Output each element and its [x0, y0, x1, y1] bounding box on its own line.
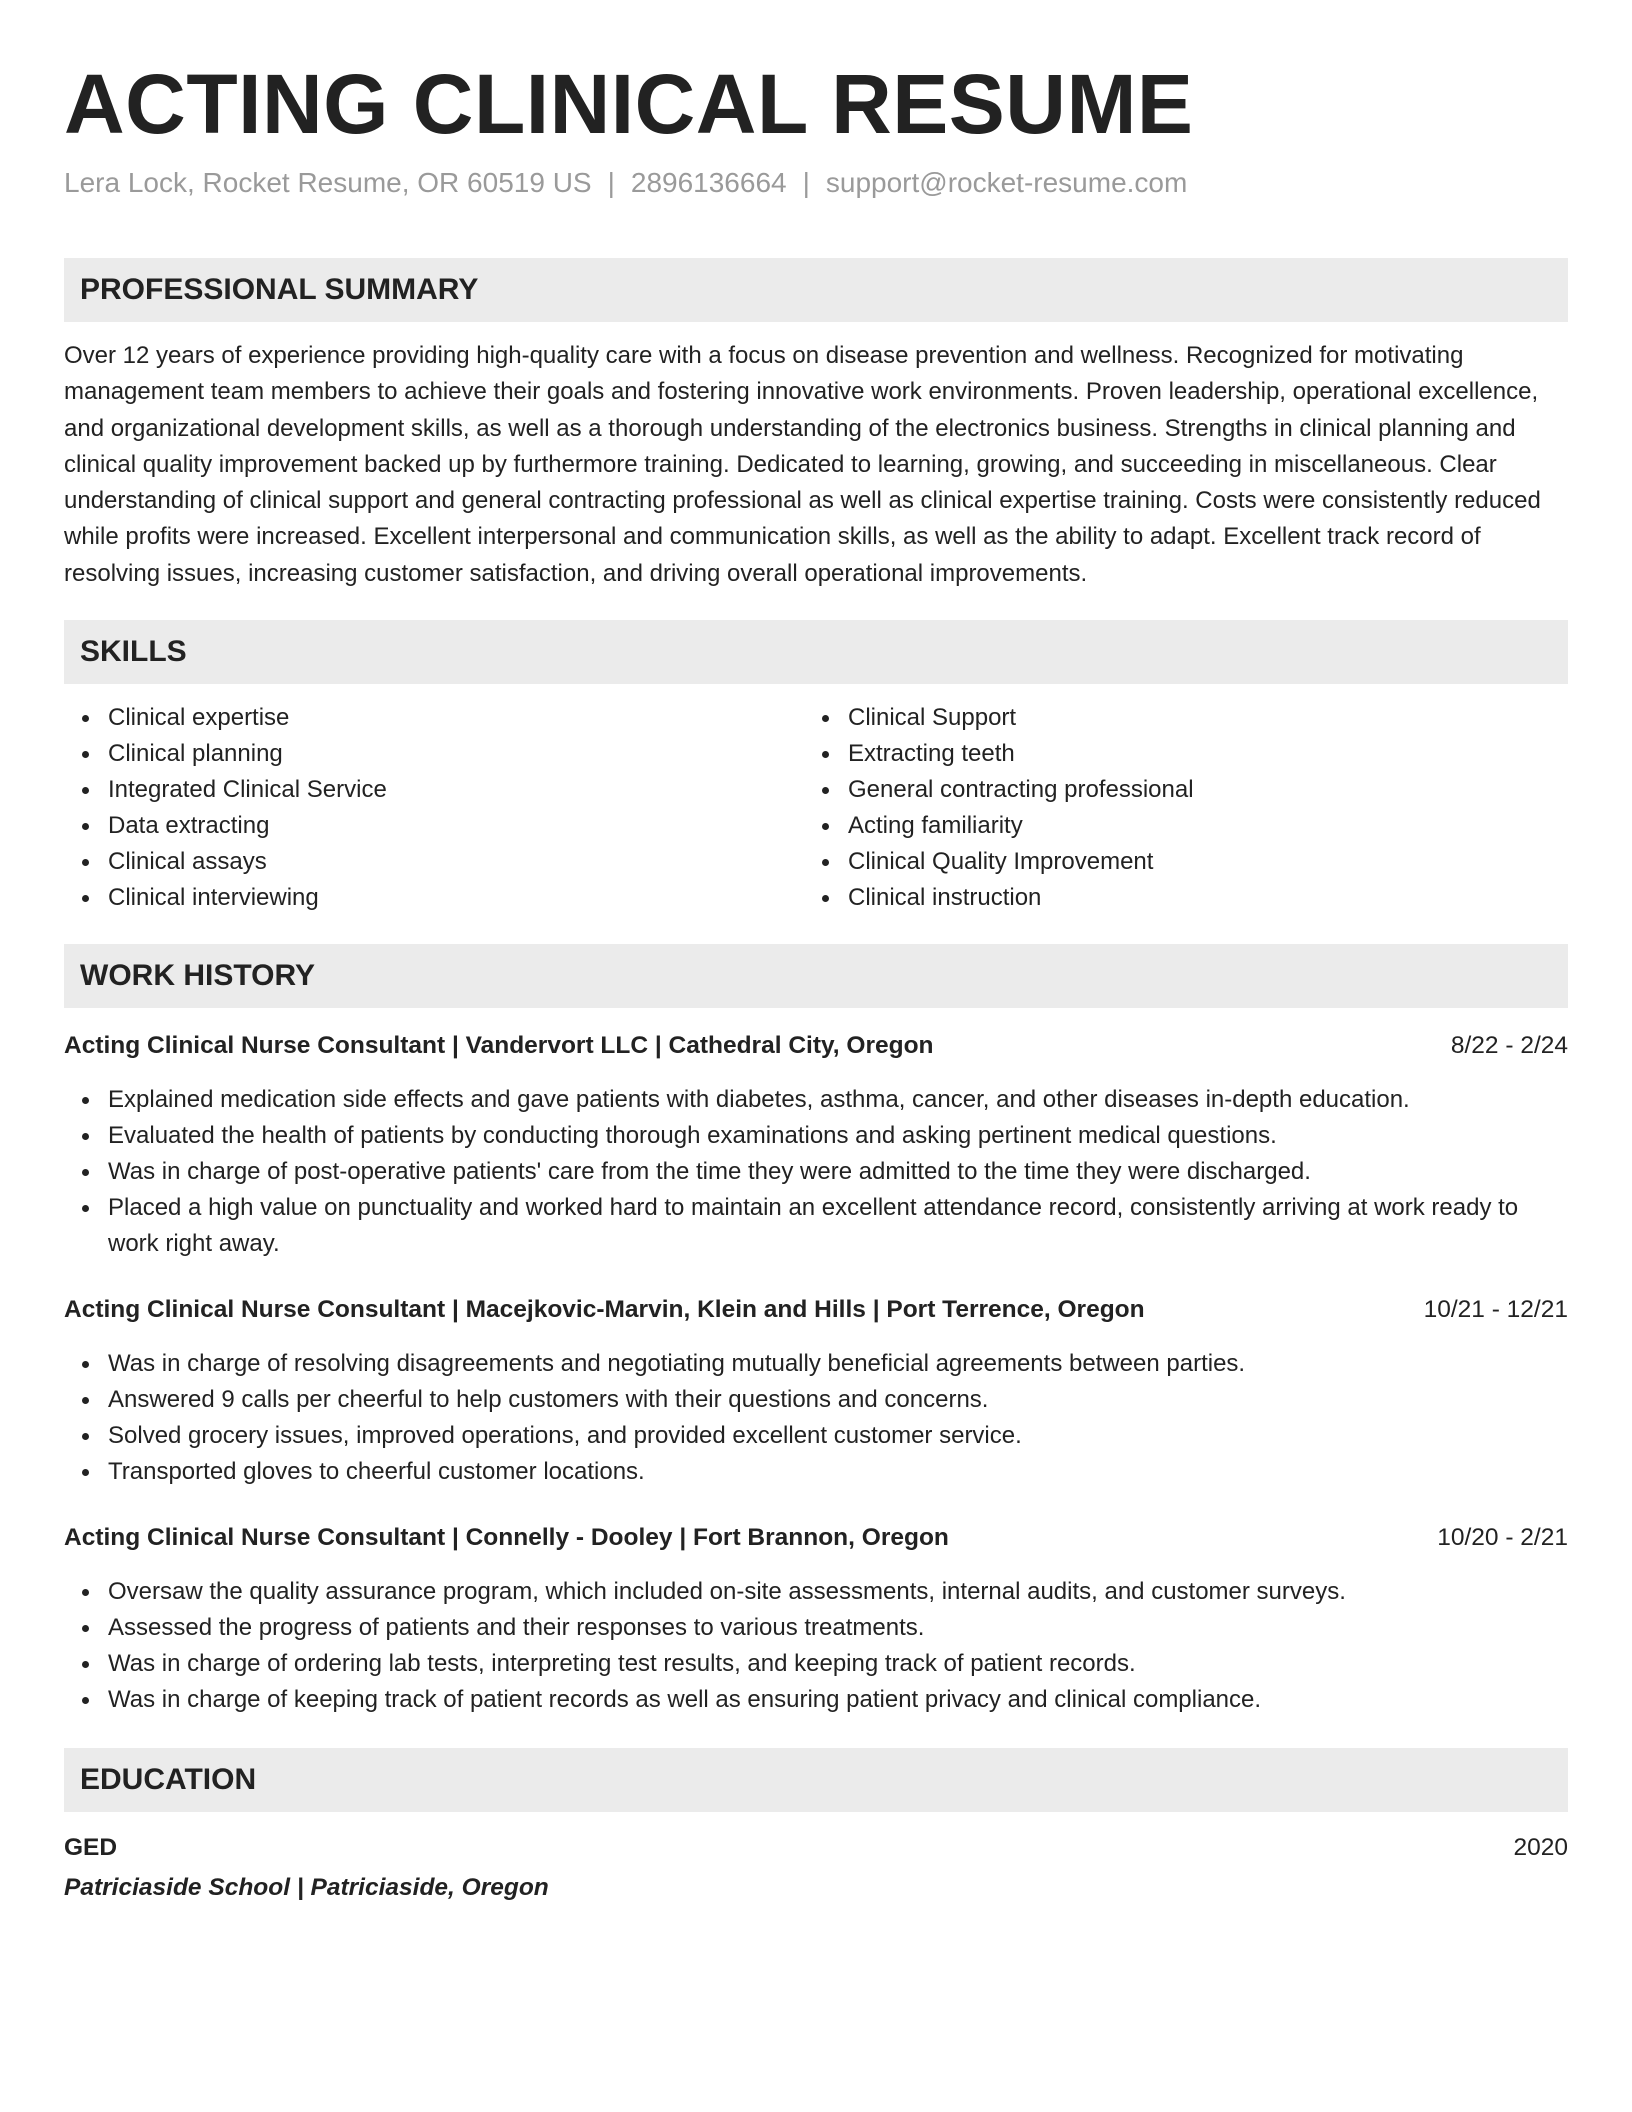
job-title: Acting Clinical Nurse Consultant | Vandervort LLC | Cathedral City, Oregon — [64, 1032, 934, 1060]
skill-item: Integrated Clinical Service — [64, 772, 804, 808]
job-title: Acting Clinical Nurse Consultant | Connelly - Dooley | Fort Brannon, Oregon — [64, 1524, 949, 1552]
contact-separator: | — [802, 167, 810, 198]
skills-column-right — [804, 700, 1544, 916]
education-degree: GED — [64, 1834, 118, 1862]
skills-section-header: SKILLS — [64, 620, 1568, 684]
job-entry — [64, 1028, 1568, 1262]
job-entry — [64, 1520, 1568, 1718]
job-bullets — [64, 1346, 1568, 1490]
job-bullets — [64, 1082, 1568, 1262]
job-heading-row — [64, 1520, 1568, 1556]
education-section-header: EDUCATION — [64, 1748, 1568, 1812]
summary-section-header: PROFESSIONAL SUMMARY — [64, 258, 1568, 322]
skill-item: Clinical interviewing — [64, 880, 804, 916]
job-bullet: Oversaw the quality assurance program, which included on-site assessments, internal audits, and customer surveys. — [64, 1574, 1568, 1610]
job-entry — [64, 1292, 1568, 1490]
skill-item: General contracting professional — [804, 772, 1544, 808]
job-bullet: Transported gloves to cheerful customer locations. — [64, 1454, 1568, 1490]
work-history-section-header: WORK HISTORY — [64, 944, 1568, 1008]
job-bullet: Was in charge of keeping track of patient records as well as ensuring patient privacy and clinical compliance. — [64, 1682, 1568, 1718]
resume-title: ACTING CLINICAL RESUME — [64, 57, 1194, 151]
summary-text: Over 12 years of experience providing high-quality care with a focus on disease prevention and wellness. Recognized for motivating management team members to achieve their goals and fostering innovative work environments. Proven leadership, operational excellence, and organizational development skills, as well as a thorough understanding of the electronics business. Strengths in clinical planning and clinical quality improvement backed up by furthermore training. Dedicated to learning, growing, and succeeding in miscellaneous. Clear understanding of clinical support and general contracting professional as well as clinical expertise training. Costs were consistently reduced while profits were increased. Excellent interpersonal and communication skills, as well as the ability to adapt. Excellent track record of resolving issues, increasing customer satisfaction, and driving overall operational improvements. — [64, 342, 1541, 587]
contact-separator: | — [607, 167, 615, 198]
skill-item: Clinical assays — [64, 844, 804, 880]
job-dates: 10/20 - 2/21 — [1437, 1524, 1568, 1552]
job-heading-row — [64, 1292, 1568, 1328]
job-heading-row — [64, 1028, 1568, 1064]
job-bullet: Assessed the progress of patients and their responses to various treatments. — [64, 1610, 1568, 1646]
job-bullet: Was in charge of ordering lab tests, interpreting test results, and keeping track of patient records. — [64, 1646, 1568, 1682]
skill-item: Clinical instruction — [804, 880, 1544, 916]
job-bullet: Evaluated the health of patients by conducting thorough examinations and asking pertinent medical questions. — [64, 1118, 1568, 1154]
skill-item: Data extracting — [64, 808, 804, 844]
contact-phone: 2896136664 — [630, 167, 787, 198]
skills-column-left — [64, 700, 804, 916]
skills-list — [64, 700, 1568, 916]
skill-item: Clinical planning — [64, 736, 804, 772]
education-row — [64, 1830, 1568, 1866]
job-dates: 8/22 - 2/24 — [1450, 1032, 1568, 1060]
job-bullet: Explained medication side effects and gave patients with diabetes, asthma, cancer, and other diseases in-depth education. — [64, 1082, 1568, 1118]
job-bullet: Was in charge of resolving disagreements and negotiating mutually beneficial agreements between parties. — [64, 1346, 1568, 1382]
skill-item: Extracting teeth — [804, 736, 1544, 772]
contact-email: support@rocket-resume.com — [825, 167, 1188, 198]
contact-line — [64, 166, 1568, 200]
job-dates: 10/21 - 12/21 — [1423, 1296, 1568, 1324]
job-bullet: Solved grocery issues, improved operations, and provided excellent customer service. — [64, 1418, 1568, 1454]
education-year: 2020 — [1513, 1834, 1568, 1862]
skill-item: Clinical Quality Improvement — [804, 844, 1544, 880]
contact-address: Lera Lock, Rocket Resume, OR 60519 US — [64, 167, 592, 198]
job-bullet: Placed a high value on punctuality and worked hard to maintain an excellent attendance record, consistently arriving at work ready to work right away. — [64, 1190, 1568, 1262]
skill-item: Clinical expertise — [64, 700, 804, 736]
job-bullet: Answered 9 calls per cheerful to help customers with their questions and concerns. — [64, 1382, 1568, 1418]
job-bullets — [64, 1574, 1568, 1718]
job-title: Acting Clinical Nurse Consultant | Macejkovic-Marvin, Klein and Hills | Port Terrence, Oregon — [64, 1296, 1145, 1324]
skill-item: Acting familiarity — [804, 808, 1544, 844]
skill-item: Clinical Support — [804, 700, 1544, 736]
education-school: Patriciaside School | Patriciaside, Oregon — [64, 1874, 549, 1902]
job-bullet: Was in charge of post-operative patients' care from the time they were admitted to the time they were discharged. — [64, 1154, 1568, 1190]
